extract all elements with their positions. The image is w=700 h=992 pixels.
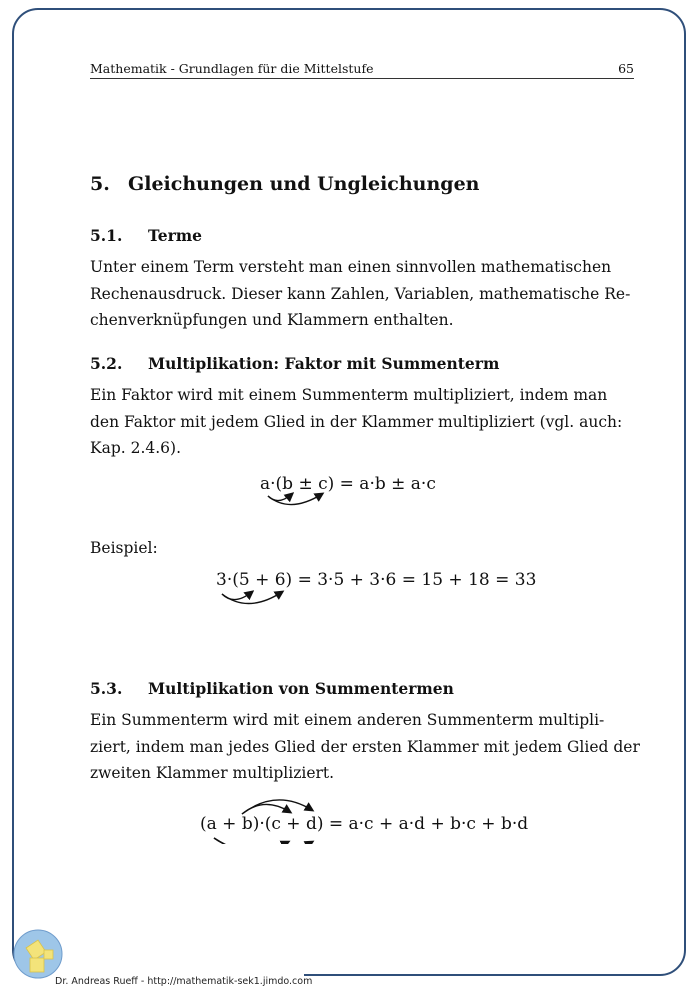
multiplication-arrows	[200, 794, 530, 844]
paragraph-summenterme	[90, 707, 640, 787]
section-title: Multiplikation von Summentermen	[148, 679, 454, 698]
text-line: Ein Summenterm wird mit einem anderen Summenterm multipli-	[90, 711, 605, 729]
text-line: ziert, indem man jedes Glied der ersten Klammer mit jedem Glied der	[90, 737, 640, 756]
text-line: den Faktor mit jedem Glied in der Klammer multipliziert (vgl. auch:	[90, 412, 623, 431]
chapter-heading	[90, 173, 479, 195]
text-line: chenverknüpfungen und Klammern enthalten.	[90, 311, 454, 329]
formula-text: (a + b)·(c + d) = a·c + a·d + b·c + b·d	[200, 814, 529, 834]
formula-text: a·(b ± c) = a·b ± a·c	[260, 474, 436, 494]
section-number: 5.2.	[90, 354, 123, 373]
multiplication-arrows	[260, 474, 440, 514]
section-heading-5-2	[90, 354, 499, 373]
multiplication-arrows	[216, 570, 516, 610]
formula-binomial	[200, 812, 530, 862]
formula-text: 3·(5 + 6) = 3·5 + 3·6 = 15 + 18 = 33	[216, 570, 537, 590]
text-line: Unter einem Term versteht man einen sinnvollen mathematischen	[90, 258, 612, 276]
header-title: Mathematik - Grundlagen für die Mittelstufe	[90, 61, 374, 76]
footer-author-url: Dr. Andreas Rueff - http://mathematik-sek1.jimdo.com	[52, 976, 315, 987]
text-line: Kap. 2.4.6).	[90, 439, 182, 457]
chapter-number: 5.	[90, 173, 110, 195]
text-line: Rechenausdruck. Dieser kann Zahlen, Variablen, mathematische Re-	[90, 284, 631, 303]
section-number: 5.1.	[90, 226, 123, 245]
paragraph-faktor	[90, 382, 630, 462]
section-heading-5-3	[90, 679, 454, 698]
example-label: Beispiel:	[90, 539, 158, 557]
page-number: 65	[618, 61, 634, 76]
section-title: Multiplikation: Faktor mit Summenterm	[148, 354, 500, 373]
chapter-title: Gleichungen und Ungleichungen	[128, 173, 480, 195]
pythagoras-logo-icon	[12, 928, 64, 980]
text-line: zweiten Klammer multipliziert.	[90, 764, 335, 782]
section-number: 5.3.	[90, 679, 123, 698]
text-line: Ein Faktor wird mit einem Summenterm multipliziert, indem man	[90, 386, 608, 404]
section-title: Terme	[148, 226, 203, 245]
paragraph-terme	[90, 254, 630, 334]
running-header	[90, 60, 634, 79]
formula-example	[216, 570, 537, 610]
formula-distributive	[260, 474, 440, 514]
section-heading-5-1	[90, 226, 202, 245]
